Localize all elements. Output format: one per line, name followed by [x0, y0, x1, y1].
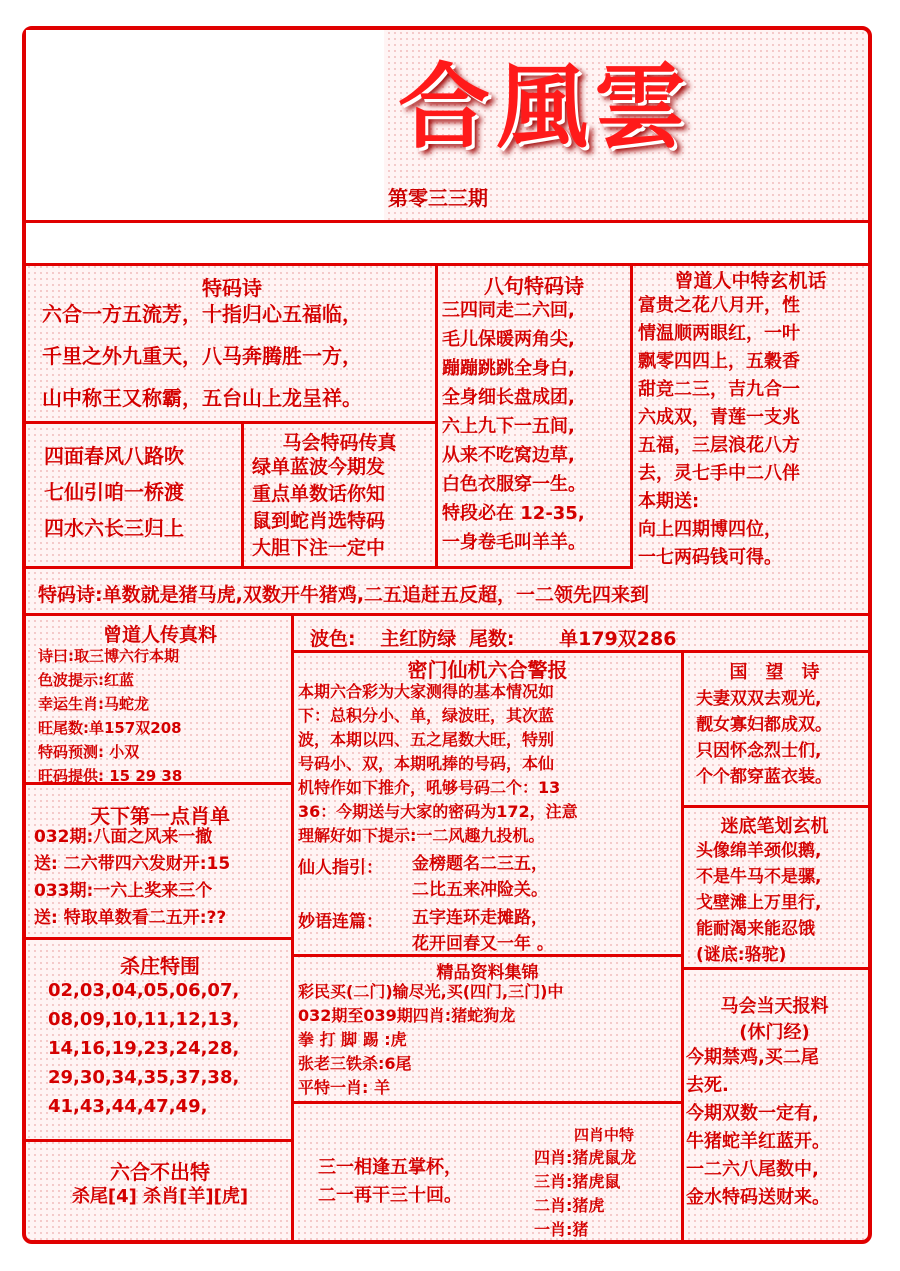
- masthead-title: 合風雲: [398, 53, 693, 161]
- shazhuang-line: 14,16,19,23,24,28,: [48, 1038, 240, 1059]
- zeng-fax-line: 幸运生肖:马蛇龙: [38, 695, 149, 713]
- zeng-xuanji-line: 向上四期博四位，: [638, 519, 782, 540]
- mahui-fax-line: 鼠到蛇肖选特码: [252, 510, 386, 532]
- blank-header-area: [26, 30, 384, 220]
- mimen-guide-label: 仙人指引：: [298, 858, 383, 878]
- zeng-xuanji-line: 去，灵七手中二八伴: [638, 463, 800, 484]
- banner-poem: 特码诗:单数就是猪马虎,双数开牛猪鸡,二五追赶五反超，一二领先四来到: [38, 584, 650, 606]
- jingpin-lines: [298, 980, 563, 1100]
- sixiao-line: 一肖:猪: [534, 1220, 589, 1239]
- poem2-line: 四水六长三归上: [44, 516, 184, 540]
- zeng-xuanji-line: 六成双，青莲一支兆: [638, 407, 800, 428]
- mimen-guide-line: 二比五来冲险关。: [412, 880, 548, 900]
- shazhuang-lines: [48, 976, 239, 1121]
- wave-color-value: 主红防绿: [380, 628, 457, 650]
- poem1-lines: [42, 296, 362, 416]
- zeng-xuanji-line: 本期送:: [638, 491, 700, 512]
- guowang-line: 只因怀念烈士们,: [696, 741, 822, 761]
- eight-poem-line: 三四同走二六回,: [442, 300, 575, 321]
- shazhuang-line: 29,30,34,35,37,38,: [48, 1067, 240, 1088]
- mahui-today-subtitle: (休门经): [739, 1022, 810, 1043]
- mimen-miao-line: 五字连环走摊路，: [412, 908, 548, 928]
- mahui-fax-line: 大胆下注一定中: [252, 537, 386, 559]
- sanyi-line: 二一再干三十回。: [318, 1185, 462, 1206]
- mahui-today-line: 牛猪蛇羊红蓝开。: [686, 1131, 830, 1152]
- zeng-xuanji-title: 曾道人中特玄机话: [674, 270, 827, 292]
- wave-tail-value: 单179双286: [559, 628, 677, 650]
- newspaper-page: [22, 26, 872, 1244]
- mimen-line: 下：总积分小、单，绿波旺，其次蓝: [298, 706, 555, 725]
- eight-poem-line: 一身卷毛叫羊羊。: [442, 532, 586, 553]
- zeng-xuanji-lines: [638, 292, 800, 572]
- zeng-fax-title: 曾道人传真料: [102, 624, 217, 646]
- mahui-fax-line: 绿单蓝波今期发: [252, 456, 386, 478]
- shazhuang-line: 41,43,44,47,49,: [48, 1096, 208, 1117]
- guowang-title: 国 望 诗: [729, 662, 820, 683]
- dianxiao-line: 送: 二六带四六发财开:15: [34, 854, 231, 874]
- mahui-today-line: 金水特码送财来。: [686, 1187, 830, 1208]
- eight-poem-line: 从来不吃窝边草,: [442, 445, 575, 466]
- poem2-line: 七仙引咱一桥渡: [44, 480, 184, 504]
- zeng-xuanji-line: 甜竞二三，吉九合一: [638, 379, 800, 400]
- wave-label: 波色:: [310, 628, 356, 650]
- jingpin-line: 彩民买(二门)输尽光,买(四门,三门)中: [298, 982, 564, 1001]
- buchute-title: 六合不出特: [110, 1160, 210, 1184]
- jingpin-line: 张老三铁杀:6尾: [298, 1054, 412, 1073]
- mimen-miao-lines: [412, 905, 554, 957]
- jingpin-line: 032期至039期四肖:猪蛇狗龙: [298, 1006, 516, 1025]
- mimen-guide-line: 金榜题名二三五，: [412, 854, 548, 874]
- dianxiao-line: 033期:一六上奖来三个: [34, 881, 213, 901]
- mimen-guide-lines: [412, 851, 548, 903]
- mahui-today-line: 今期双数一定有,: [686, 1103, 819, 1124]
- mimen-line: 波，本期以四、五之尾数大旺，特别: [298, 730, 555, 749]
- blank-band: [26, 220, 868, 266]
- mimen-miao-line: 花开回春又一年 。: [412, 934, 554, 954]
- mahui-today-lines: [686, 1044, 830, 1212]
- poem1-line: 千里之外九重天，八马奔腾胜一方，: [42, 344, 362, 368]
- midi-line: 不是牛马不是骡,: [696, 867, 822, 887]
- zeng-xuanji-line: 一七两码钱可得。: [638, 547, 782, 568]
- mahui-fax-title: 马会特码传真: [282, 432, 397, 454]
- guowang-lines: [696, 686, 832, 790]
- eight-poem-line: 特段必在 12-35,: [442, 503, 585, 524]
- mimen-line: 号码小、双，本期吼捧的号码，本仙: [298, 754, 555, 773]
- wave-line: [310, 624, 676, 651]
- midi-lines: [696, 838, 821, 968]
- eight-poem-line: 全身细长盘成团,: [442, 387, 575, 408]
- zeng-fax-lines: [38, 644, 182, 788]
- wave-tail-label: 尾数:: [468, 628, 515, 650]
- jingpin-title: 精品资料集锦: [436, 963, 539, 983]
- mahui-fax-lines: [252, 454, 385, 562]
- sixiao-line: 三肖:猪虎鼠: [534, 1172, 621, 1191]
- midi-line: 头像绵羊颈似鹅,: [696, 841, 822, 861]
- zeng-fax-line: 旺尾数:单157双208: [38, 719, 182, 737]
- poem1-title: 特码诗: [202, 276, 262, 300]
- dianxiao-line: 送: 特取单数看二五开:??: [34, 908, 227, 928]
- dianxiao-line: 032期:八面之风来一撤: [34, 827, 213, 847]
- eight-poem-lines: [442, 296, 586, 557]
- poem1-line: 六合一方五流芳，十指归心五福临，: [42, 302, 362, 326]
- eight-poem-line: 白色衣服穿一生。: [442, 474, 586, 495]
- dianxiao-lines: [34, 824, 230, 932]
- guowang-line: 靓女寡妇都成双。: [696, 715, 832, 735]
- eight-poem-title: 八句特码诗: [484, 274, 584, 298]
- mahui-today-line: 一二六八尾数中,: [686, 1159, 819, 1180]
- zeng-xuanji-line: 五福，三层浪花八方: [638, 435, 800, 456]
- buchute-line: 杀尾[4] 杀肖[羊][虎]: [71, 1186, 249, 1207]
- eight-poem-line: 蹦蹦跳跳全身白,: [442, 358, 575, 379]
- mahui-today-title: 马会当天报料: [720, 996, 829, 1017]
- sixiao-line: 四肖:猪虎鼠龙: [534, 1148, 637, 1167]
- mimen-title: 密门仙机六合警报: [407, 658, 568, 682]
- eight-poem-line: 六上九下一五间,: [442, 416, 575, 437]
- mahui-today-line: 去死.: [686, 1075, 729, 1096]
- mimen-line: 机特作如下推介，吼够号码二个：13: [298, 778, 561, 797]
- zeng-xuanji-line: 飘零四四上，五穀香: [638, 351, 800, 372]
- zeng-xuanji-line: 富贵之花八月开，性: [638, 295, 800, 316]
- mimen-line: 本期六合彩为大家测得的基本情况如: [298, 682, 555, 701]
- mahui-fax-line: 重点单数话你知: [252, 483, 386, 505]
- zeng-fax-line: 色波提示:红蓝: [38, 671, 134, 689]
- midi-title: 迷底笔划玄机: [720, 816, 829, 837]
- zeng-fax-line: 旺码提供: 15 29 38: [38, 767, 183, 785]
- jingpin-line: 平特一肖: 羊: [298, 1078, 390, 1097]
- zeng-fax-line: 诗曰:取三博六行本期: [38, 647, 179, 665]
- sixiao-title: 四肖中特: [574, 1126, 635, 1144]
- poem1-line: 山中称王又称霸，五台山上龙呈祥。: [42, 386, 362, 410]
- dianxiao-title: 天下第一点肖单: [90, 804, 230, 828]
- midi-line: 能耐渴来能忍饿: [696, 919, 815, 939]
- midi-line: 戈壁滩上万里行,: [696, 893, 822, 913]
- mimen-miao-label: 妙语连篇：: [298, 912, 383, 932]
- guowang-line: 个个都穿蓝衣装。: [696, 767, 832, 787]
- sixiao-line: 二肖:猪虎: [534, 1196, 605, 1215]
- issue-number: 第零三三期: [388, 186, 488, 210]
- shazhuang-line: 02,03,04,05,06,07,: [48, 980, 240, 1001]
- mimen-lines: [298, 680, 578, 848]
- shazhuang-title: 杀庄特围: [120, 954, 200, 978]
- sanyi-line: 三一相逢五掌杯，: [318, 1157, 462, 1178]
- zeng-xuanji-line: 情温顺两眼红，一叶: [638, 323, 800, 344]
- jingpin-line: 拳 打 脚 踢 :虎: [298, 1030, 407, 1049]
- sanyi-lines: [318, 1154, 462, 1210]
- shazhuang-line: 08,09,10,11,12,13,: [48, 1009, 240, 1030]
- poem2-lines: [44, 438, 184, 546]
- poem2-line: 四面春风八路吹: [44, 444, 184, 468]
- eight-poem-line: 毛儿保暖两角尖,: [442, 329, 575, 350]
- zeng-fax-line: 特码预测: 小双: [38, 743, 140, 761]
- guowang-line: 夫妻双双去观光,: [696, 689, 822, 709]
- sixiao-lines: [534, 1146, 636, 1242]
- mahui-today-line: 今期禁鸡,买二尾: [686, 1047, 819, 1068]
- mimen-line: 36：今期送与大家的密码为172，注意: [298, 802, 578, 821]
- mimen-line: 理解好如下提示:一二风趣九投机。: [298, 826, 545, 845]
- midi-line: (谜底:骆驼): [696, 945, 787, 965]
